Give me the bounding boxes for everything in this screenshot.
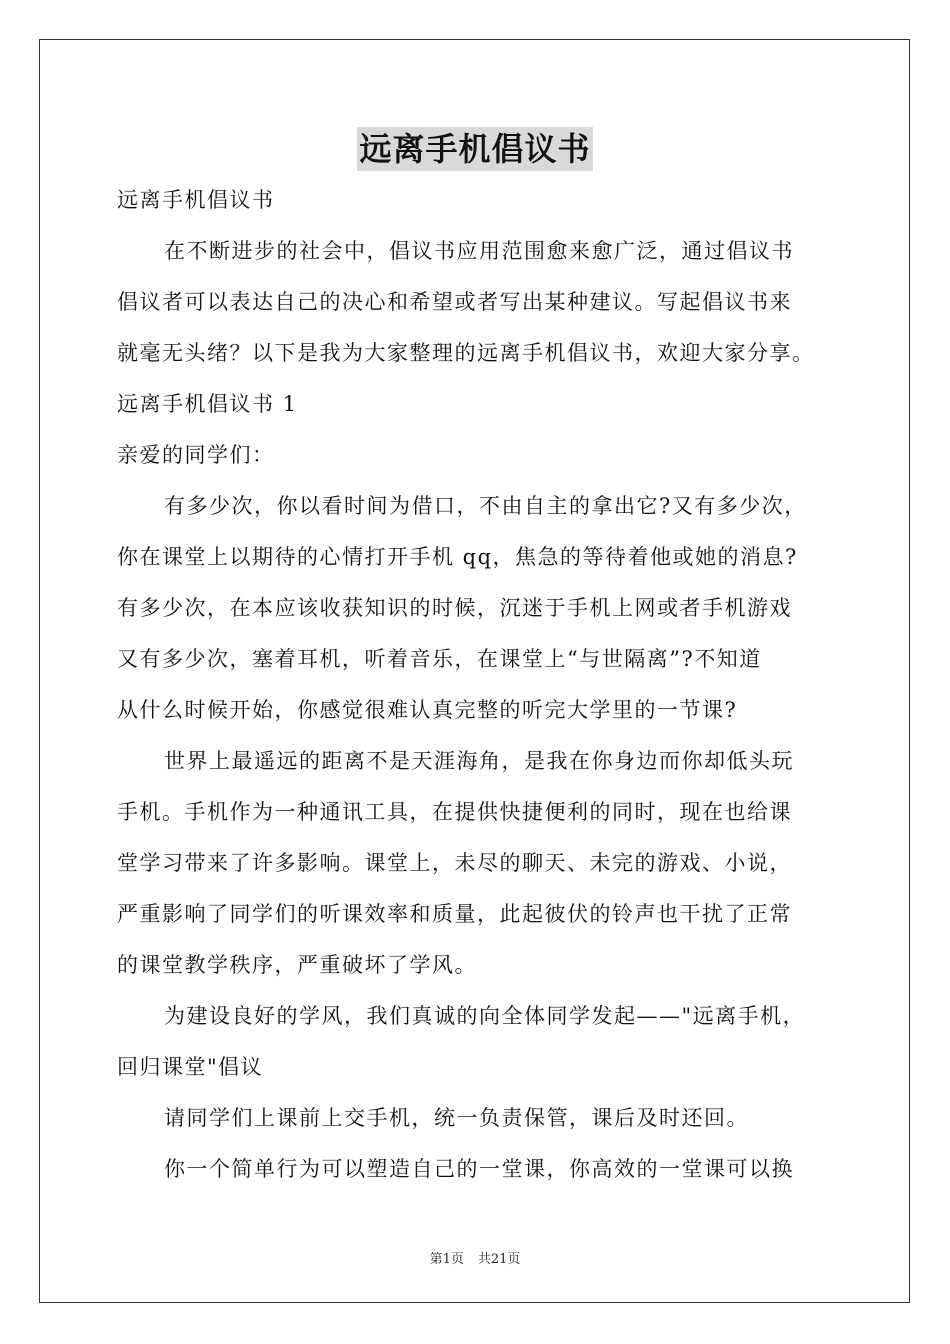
body-line: 远离手机倡议书 bbox=[117, 188, 275, 212]
body-line: 从什么时候开始，你感觉很难认真完整的听完大学里的一节课? bbox=[117, 698, 738, 722]
body-line: 亲爱的同学们： bbox=[117, 443, 275, 467]
body-line: 有多少次，你以看时间为借口，不由自主的拿出它?又有多少次， bbox=[164, 494, 807, 518]
body-line: 回归课堂"倡议 bbox=[117, 1055, 264, 1079]
title-wrap bbox=[0, 127, 950, 171]
body-line: 倡议者可以表达自己的决心和希望或者写出某种建议。写起倡议书来 bbox=[117, 290, 792, 314]
page-footer bbox=[0, 1248, 950, 1267]
body-line: 的课堂教学秩序，严重破坏了学风。 bbox=[117, 953, 477, 977]
body-line: 你在课堂上以期待的心情打开手机 qq，焦急的等待着他或她的消息? bbox=[117, 545, 798, 569]
document-body bbox=[117, 175, 841, 1195]
body-line: 又有多少次，塞着耳机，听着音乐，在课堂上“与世隔离”?不知道 bbox=[117, 647, 762, 671]
body-line: 手机。手机作为一种通讯工具，在提供快捷便利的同时，现在也给课 bbox=[117, 800, 792, 824]
page-total: 共21页 bbox=[477, 1252, 521, 1267]
body-line: 堂学习带来了许多影响。课堂上，未尽的聊天、未完的游戏、小说， bbox=[117, 851, 792, 875]
body-line: 你一个简单行为可以塑造自己的一堂课，你高效的一堂课可以换 bbox=[164, 1157, 794, 1181]
body-line: 就毫无头绪？以下是我为大家整理的远离手机倡议书，欢迎大家分享。 bbox=[117, 341, 815, 365]
body-line: 严重影响了同学们的听课效率和质量，此起彼伏的铃声也干扰了正常 bbox=[117, 902, 792, 926]
document-title: 远离手机倡议书 bbox=[357, 127, 592, 171]
body-line: 有多少次，在本应该收获知识的时候，沉迷于手机上网或者手机游戏 bbox=[117, 596, 792, 620]
body-line: 请同学们上课前上交手机，统一负责保管，课后及时还回。 bbox=[164, 1106, 749, 1130]
body-line: 在不断进步的社会中，倡议书应用范围愈来愈广泛，通过倡议书 bbox=[164, 239, 794, 263]
body-line: 远离手机倡议书 1 bbox=[117, 392, 298, 416]
page-number: 第1页 bbox=[429, 1252, 464, 1267]
body-line: 世界上最遥远的距离不是天涯海角，是我在你身边而你却低头玩 bbox=[164, 749, 794, 773]
body-line: 为建设良好的学风，我们真诚的向全体同学发起——"远离手机， bbox=[164, 1004, 806, 1028]
